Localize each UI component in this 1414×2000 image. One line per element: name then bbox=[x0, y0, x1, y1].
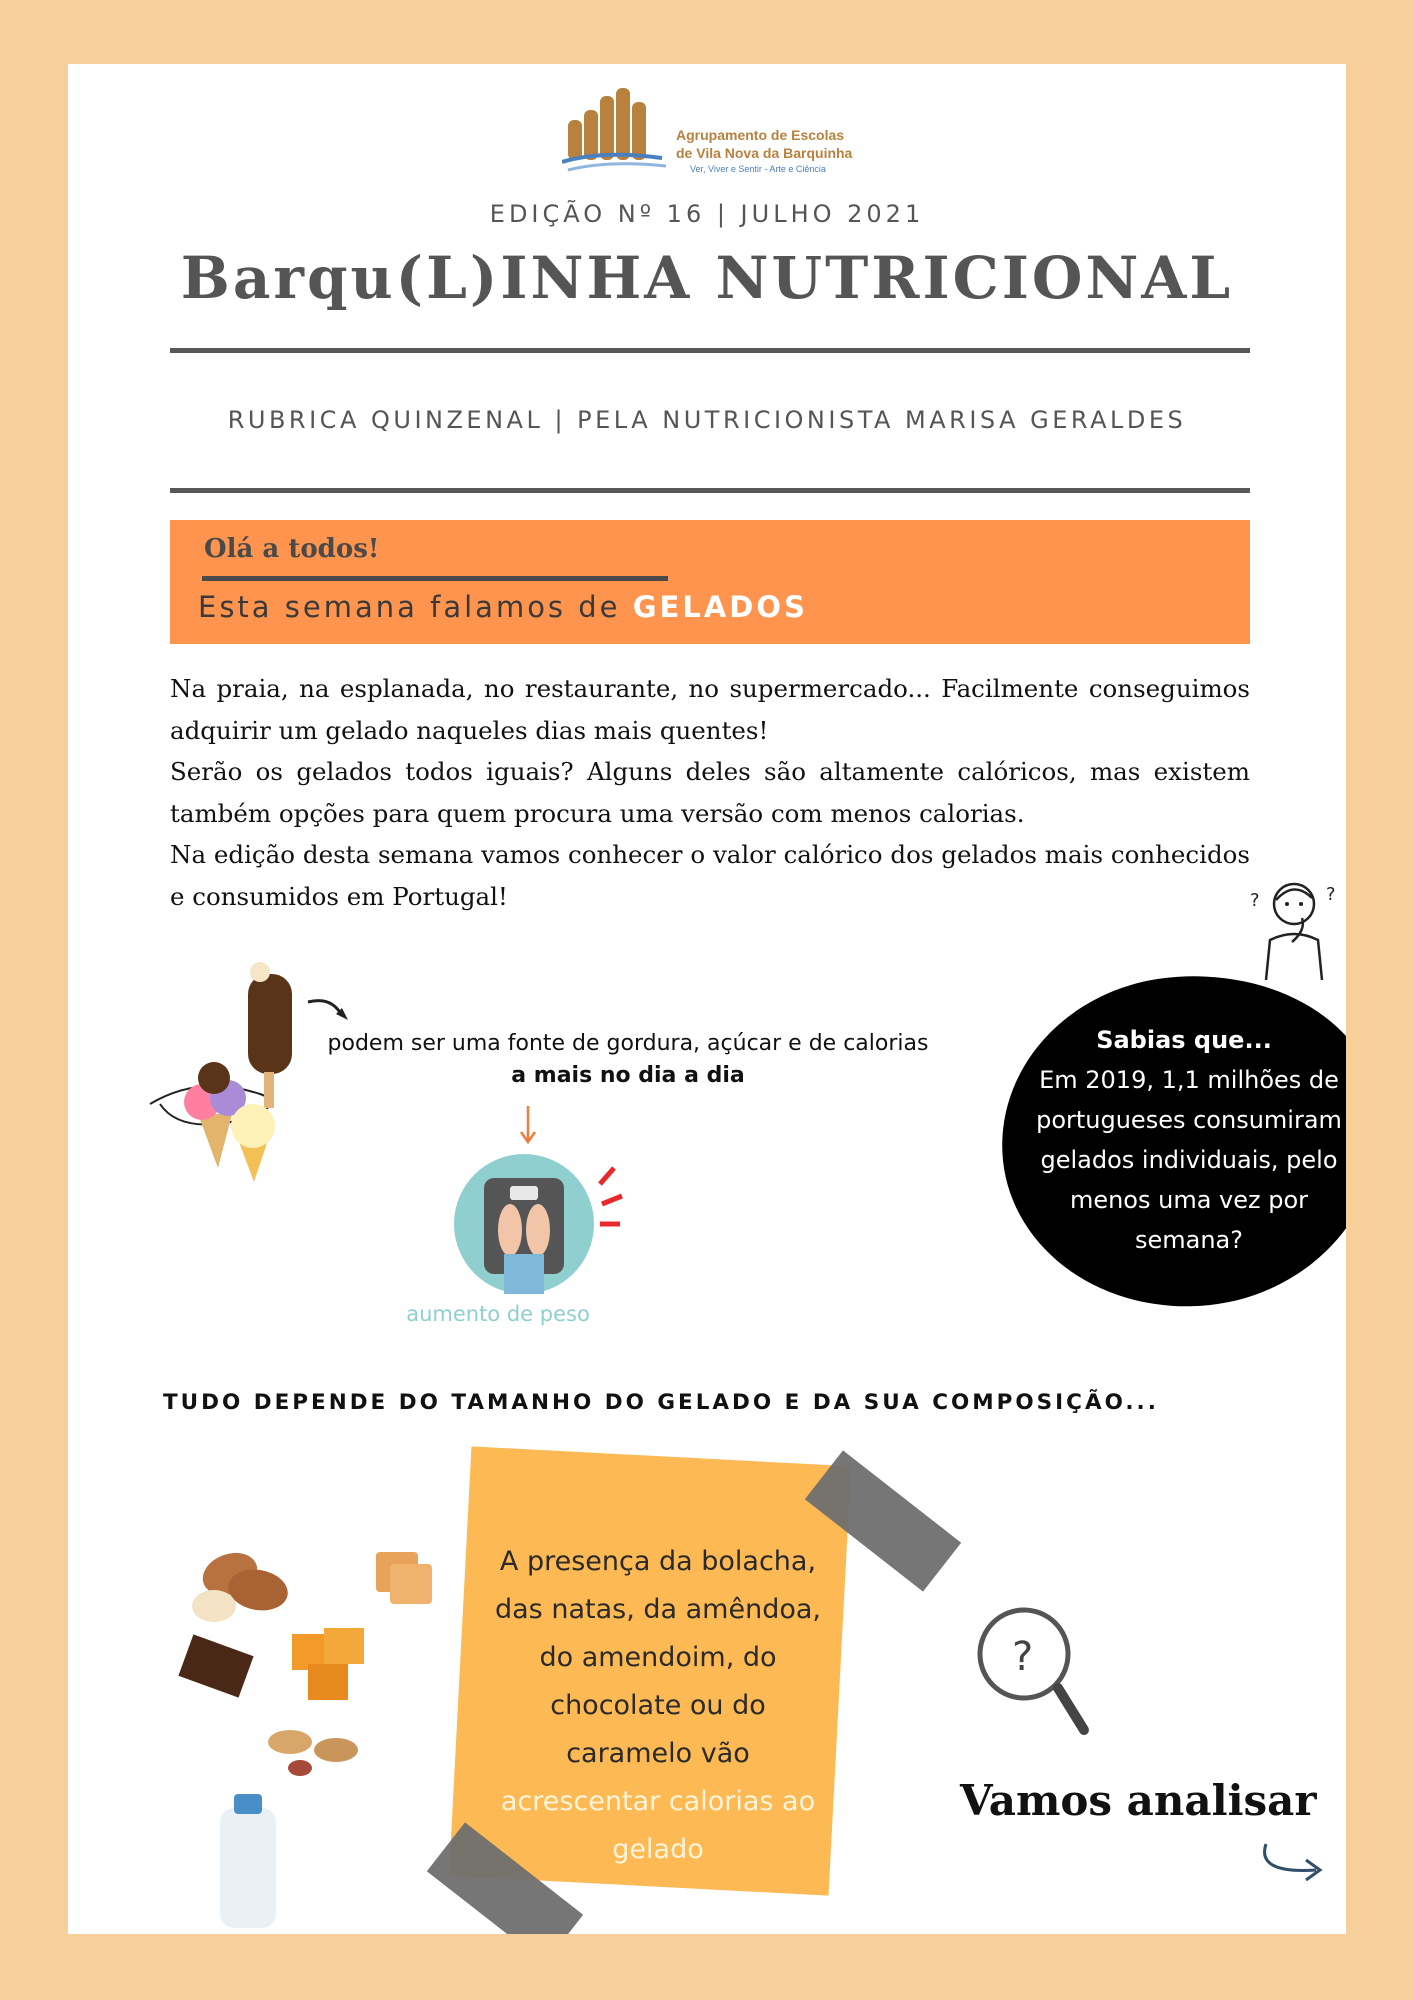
lets-analyze-title: Vamos analisar bbox=[960, 1776, 1317, 1825]
ingredients-icon bbox=[140, 1524, 440, 1934]
intro-paragraph: Na edição desta semana vamos conhecer o valor calórico dos gelados mais conhecidos e consumidos em Portugal! bbox=[170, 840, 1250, 911]
arrow-right-icon bbox=[304, 994, 352, 1030]
did-you-know-text: Em 2019, 1,1 milhões de portugueses consumiram gelados individuais, pelo menos uma vez por semana? bbox=[1036, 1066, 1342, 1254]
greeting: Olá a todos! bbox=[204, 534, 380, 564]
scale-icon bbox=[454, 1154, 624, 1300]
svg-text:?: ? bbox=[1250, 890, 1260, 911]
thinking-person-icon bbox=[1244, 870, 1344, 982]
magnifier-icon bbox=[974, 1604, 1094, 1744]
arrow-down-icon bbox=[516, 1104, 540, 1148]
intro-paragraph: Na praia, na esplanada, no restaurante, no supermercado... Facilmente conseguimos adquirir um gelado naqueles dias mais quentes! bbox=[170, 674, 1250, 745]
svg-text:?: ? bbox=[1012, 1634, 1034, 1680]
curved-arrow-icon bbox=[1256, 1834, 1336, 1894]
sticky-note-text bbox=[488, 1538, 828, 1874]
topic-prefix: Esta semana falamos de bbox=[198, 590, 621, 624]
school-name bbox=[676, 126, 852, 176]
fact-line-2: a mais no dia a dia bbox=[511, 1063, 745, 1088]
newsletter-page bbox=[68, 64, 1346, 1934]
svg-text:?: ? bbox=[1326, 884, 1336, 905]
topic-line bbox=[198, 590, 808, 624]
rubric-line: RUBRICA QUINZENAL | PELA NUTRICIONISTA MARISA GERALDES bbox=[227, 406, 1187, 434]
divider-top bbox=[170, 348, 1250, 353]
banner-divider bbox=[202, 576, 668, 581]
note-text-dark: A presença da bolacha, das natas, da amêndoa, do amendoim, do chocolate ou do caramelo vão bbox=[495, 1546, 821, 1769]
intro-paragraph: Serão os gelados todos iguais? Alguns deles são altamente calóricos, mas existem também opções para quem procura uma versão com menos calorias. bbox=[170, 757, 1250, 828]
did-you-know-title: Sabias que... bbox=[1096, 1026, 1272, 1054]
section-heading: TUDO DEPENDE DO TAMANHO DO GELADO E DA SUA COMPOSIÇÃO... bbox=[163, 1390, 1159, 1415]
note-text-light: acrescentar calorias ao gelado bbox=[500, 1786, 816, 1865]
logo-tagline: Ver, Viver e Sentir - Arte e Ciência bbox=[690, 164, 826, 174]
intro-text bbox=[170, 668, 1250, 917]
logo-line-1: Agrupamento de Escolas bbox=[676, 127, 845, 143]
divider-bottom bbox=[170, 488, 1250, 493]
page-title: Barqu(L)INHA NUTRICIONAL bbox=[180, 244, 1234, 312]
logo-line-2: de Vila Nova da Barquinha bbox=[676, 145, 853, 161]
edition-line: EDIÇÃO Nº 16 | JULHO 2021 bbox=[489, 200, 925, 228]
school-logo-icon bbox=[562, 84, 672, 174]
topic-banner bbox=[170, 520, 1250, 644]
fact-line-1: podem ser uma fonte de gordura, açúcar e de calorias bbox=[327, 1031, 929, 1056]
ice-cream-icon bbox=[140, 954, 320, 1204]
weight-gain-label: aumento de peso bbox=[406, 1302, 590, 1326]
topic-highlight: GELADOS bbox=[632, 590, 808, 624]
fact-text bbox=[318, 1028, 938, 1092]
